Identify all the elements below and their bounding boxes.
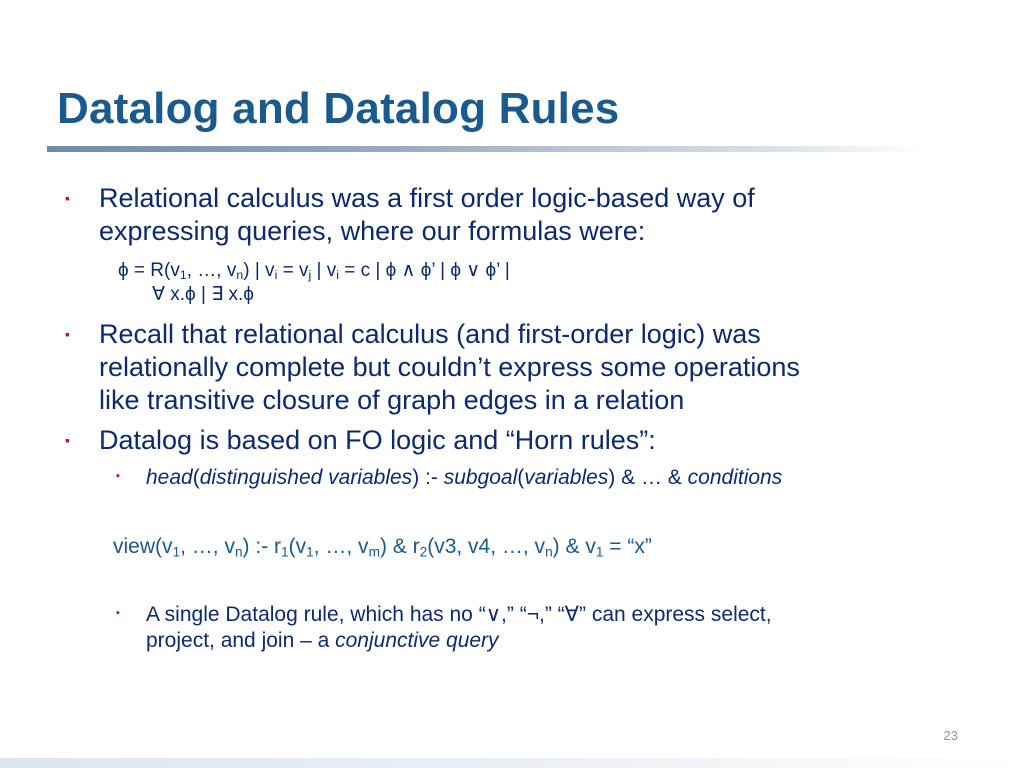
sub-bullet-line: A single Datalog rule, which has no “∨,” “¬,” “∀” can express select, [146, 603, 772, 626]
bullet-line: relationally complete but couldn’t express some operations [99, 352, 800, 382]
rule-head: head [146, 466, 193, 489]
subscript: 1 [281, 544, 289, 560]
rule-text: ) & r [379, 535, 420, 558]
rule-subgoal: subgoal [443, 466, 518, 489]
rule-text: , …, v [313, 535, 369, 558]
slide-title: Datalog and Datalog Rules [57, 84, 620, 133]
subscript: 2 [419, 544, 428, 560]
rule-text: (v3, v4, …, v [427, 535, 546, 558]
subscript: n [234, 544, 243, 560]
bullet-line: like transitive closure of graph edges in a relation [99, 385, 685, 415]
bullet-relational-calculus [65, 182, 755, 248]
sub-bullet-rule-form [116, 465, 783, 491]
bullet-marker: ▪ [65, 432, 70, 448]
footer-band [0, 758, 1024, 768]
formula-line-1 [118, 259, 510, 283]
subscript: 1 [179, 268, 187, 283]
rule-text: ( [517, 466, 525, 489]
bullet-marker: ▪ [65, 326, 70, 342]
rule-text: ) :- r [242, 535, 282, 558]
rule-text: ) & v [552, 535, 596, 558]
sub-bullet-single-rule [116, 602, 772, 654]
rule-variables: variables [524, 466, 609, 489]
formula-text: ) | v [243, 260, 275, 281]
formula-line-2: ∀ x.ϕ | ∃ x.ϕ [152, 284, 254, 305]
rule-text: ) & … & [608, 466, 688, 489]
subscript: i [336, 268, 339, 283]
rule-conditions: conditions [687, 466, 783, 489]
formula-text: = c | ϕ ∧ ϕ’ | ϕ ∨ ϕ’ | [338, 260, 510, 281]
rule-text: ( [192, 466, 200, 489]
page-number: 23 [943, 728, 958, 743]
formula-text: , …, v [186, 260, 237, 281]
title-underline [47, 146, 927, 152]
bullet-line: expressing queries, where our formulas were: [99, 216, 646, 246]
subscript: j [308, 268, 312, 283]
sub-bullet-text: project, and join – a [146, 629, 336, 652]
bullet-recall [65, 318, 800, 417]
rule-text: , …, v [180, 535, 235, 558]
rule-distinguished-vars: distinguished variables [199, 466, 413, 489]
bullet-datalog-horn [65, 424, 656, 457]
bullet-line: Relational calculus was a first order logic-based way of [99, 183, 755, 213]
subscript: 1 [172, 544, 181, 560]
rule-text: = “x” [603, 535, 652, 558]
subscript: 1 [595, 544, 604, 560]
bullet-line: Datalog is based on FO logic and “Horn rules”: [99, 425, 656, 455]
sub-bullet-line [146, 628, 772, 654]
conjunctive-query-term: conjunctive query [335, 629, 499, 652]
subscript: n [236, 268, 244, 283]
subscript: 1 [306, 544, 314, 560]
rule-text: view(v [113, 535, 173, 558]
bullet-marker: ▪ [65, 190, 70, 206]
formula-definition [118, 259, 510, 307]
sub-bullet-marker: ▪ [116, 607, 120, 619]
subscript: n [545, 544, 553, 560]
bullet-line: Recall that relational calculus (and first-order logic) was [99, 319, 761, 349]
sub-bullet-marker: ▪ [116, 470, 120, 482]
formula-text: = v [277, 260, 309, 281]
rule-text: (v [288, 535, 307, 558]
subscript: i [274, 268, 278, 283]
rule-text: ) :- [412, 466, 444, 489]
formula-text: = R(v [128, 260, 180, 281]
formula-text: | v [311, 260, 337, 281]
phi-symbol: ϕ [118, 260, 129, 281]
example-datalog-rule [113, 534, 652, 560]
subscript: m [368, 544, 380, 560]
